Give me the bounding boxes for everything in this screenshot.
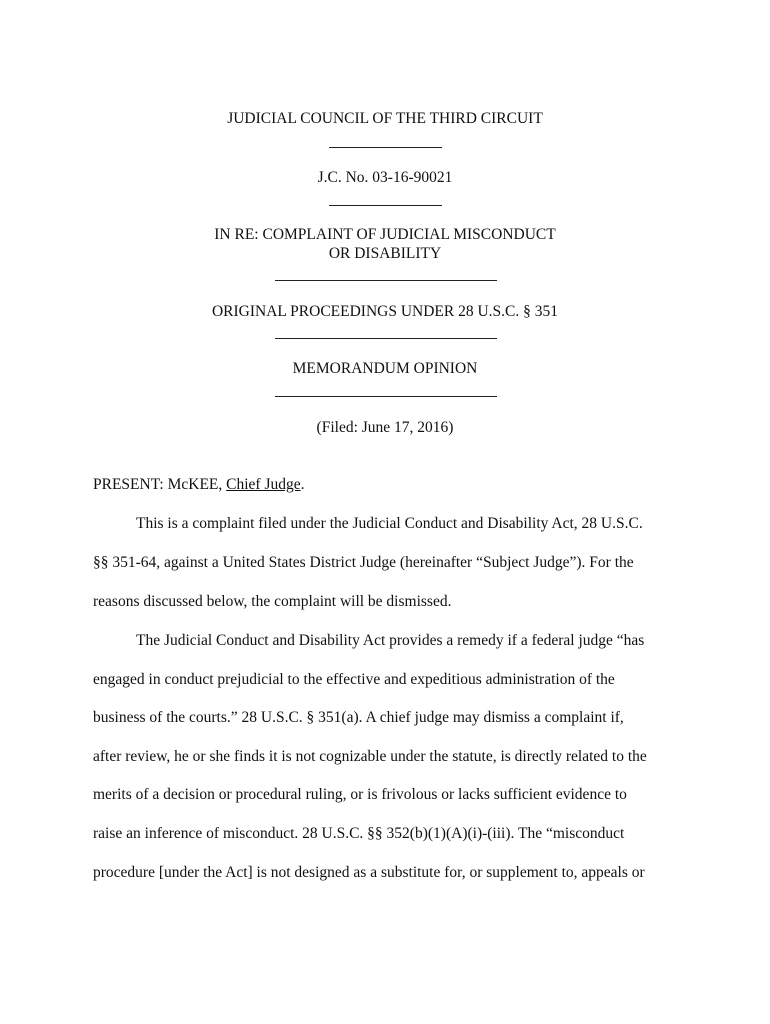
body-line: business of the courts.” 28 U.S.C. § 351(a). A chief judge may dismiss a complaint if,: [93, 709, 624, 726]
in-re-title-line2: OR DISABILITY: [328, 245, 442, 262]
divider: [329, 205, 442, 206]
case-number: J.C. No. 03-16-90021: [317, 169, 453, 186]
present-prefix: PRESENT: McKEE,: [93, 476, 227, 493]
filed-date: (Filed: June 17, 2016): [316, 419, 454, 436]
body-line: §§ 351-64, against a United States District Judge (hereinafter “Subject Judge”). For the: [93, 554, 634, 571]
present-title: Chief Judge: [226, 476, 301, 493]
divider: [329, 147, 442, 148]
body-line: This is a complaint filed under the Judicial Conduct and Disability Act, 28 U.S.C.: [136, 515, 643, 532]
body-line: The Judicial Conduct and Disability Act provides a remedy if a federal judge “has: [136, 632, 645, 649]
council-heading: JUDICIAL COUNCIL OF THE THIRD CIRCUIT: [227, 110, 543, 127]
body-line: merits of a decision or procedural ruling, or is frivolous or lacks sufficient evidence to: [93, 786, 627, 803]
divider: [275, 396, 497, 397]
divider: [275, 280, 497, 281]
opinion-type: MEMORANDUM OPINION: [292, 360, 478, 377]
body-line: engaged in conduct prejudicial to the effective and expeditious administration of the: [93, 671, 615, 688]
body-line: after review, he or she finds it is not cognizable under the statute, is directly related to the: [93, 748, 647, 765]
divider: [275, 338, 497, 339]
body-line: raise an inference of misconduct. 28 U.S.C. §§ 352(b)(1)(A)(i)-(iii). The “misconduct: [93, 825, 625, 842]
in-re-title-line1: IN RE: COMPLAINT OF JUDICIAL MISCONDUCT: [214, 226, 556, 243]
present-line: [93, 476, 305, 494]
body-line: reasons discussed below, the complaint will be dismissed.: [93, 593, 452, 610]
body-line: procedure [under the Act] is not designed as a substitute for, or supplement to, appeals or: [93, 864, 645, 881]
present-suffix: .: [300, 476, 305, 493]
proceedings-heading: ORIGINAL PROCEEDINGS UNDER 28 U.S.C. § 351: [211, 303, 559, 320]
